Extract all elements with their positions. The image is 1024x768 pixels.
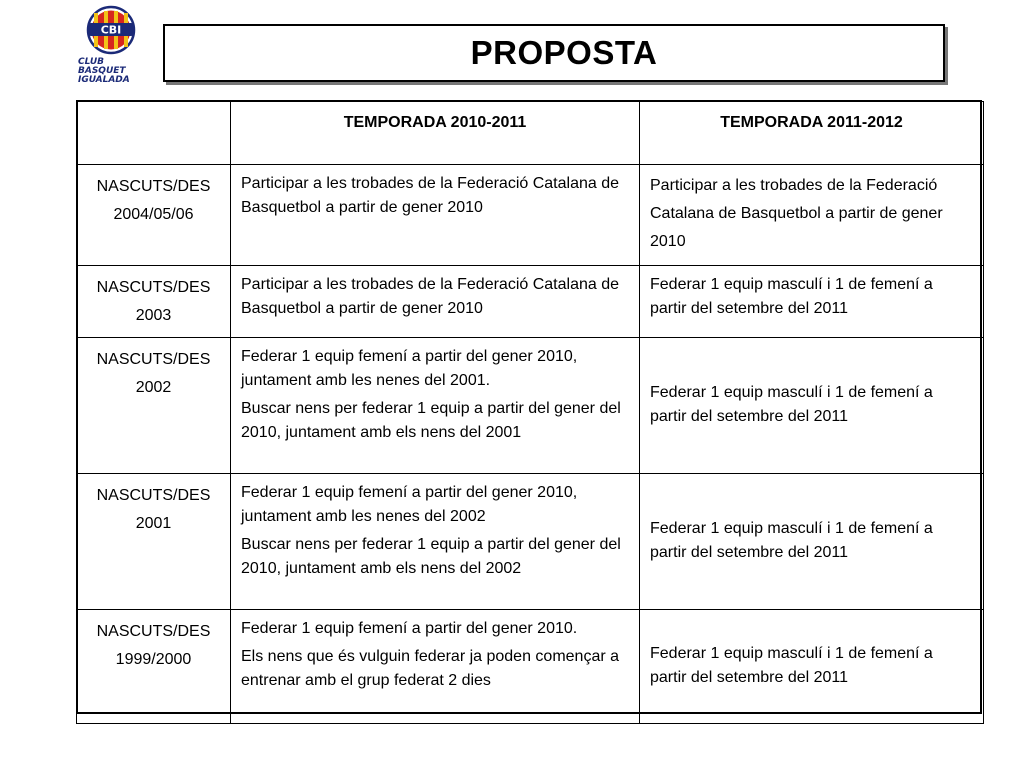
season-2010-2011-cell — [231, 266, 640, 338]
title-box — [163, 24, 945, 82]
cell-paragraph: Participar a les trobades de la Federació Catalana de Basquetbol a partir de gener 2010 — [241, 276, 619, 317]
row-label-cell — [77, 338, 231, 474]
cell-paragraph: Federar 1 equip masculí i 1 de femení a partir del setembre del 2011 — [650, 519, 933, 561]
cell-paragraph: Federar 1 equip masculí i 1 de femení a partir del setembre del 2011 — [650, 383, 933, 425]
cell-paragraph: Els nens que és vulguin federar ja poden començar a entrenar amb el grup federat 2 dies — [241, 648, 620, 689]
season-2010-2011-cell — [231, 165, 640, 266]
row-label-line: NASCUTS/DES — [96, 623, 211, 640]
cell-paragraph: Buscar nens per federar 1 equip a partir del gener del 2010, juntament amb els nens del 2001 — [241, 400, 621, 441]
row-label-line: 2001 — [135, 515, 172, 532]
cell-paragraph: Federar 1 equip femení a partir del gener 2010, juntament amb les nenes del 2002 — [241, 484, 578, 525]
table-row — [77, 610, 984, 724]
logo-initials: CBI — [100, 23, 122, 37]
row-label-line: 2002 — [135, 379, 172, 396]
row-label-cell — [77, 165, 231, 266]
row-label-cell — [77, 610, 231, 724]
row-label-cell — [77, 266, 231, 338]
cell-paragraph: Buscar nens per federar 1 equip a partir del gener del 2010, juntament amb els nens del 2002 — [241, 536, 621, 577]
proposal-table — [76, 100, 984, 724]
row-label-line: NASCUTS/DES — [96, 487, 211, 504]
row-label-line: NASCUTS/DES — [96, 279, 211, 296]
cell-paragraph: Federar 1 equip masculí i 1 de femení a partir del setembre del 2011 — [650, 644, 933, 686]
table-row — [77, 165, 984, 266]
row-label-line: NASCUTS/DES — [96, 351, 211, 368]
table-header-row — [77, 101, 984, 165]
row-label-line: 2003 — [135, 307, 172, 324]
logo-text-line: IGUALADA — [78, 75, 130, 85]
season-2011-2012-cell — [640, 266, 984, 338]
cell-paragraph: Federar 1 equip femení a partir del gener 2010, juntament amb les nenes del 2001. — [241, 348, 578, 389]
header-season-2011-2012: TEMPORADA 2011-2012 — [640, 101, 984, 165]
cell-paragraph: Federar 1 equip femení a partir del gener 2010. — [241, 620, 578, 637]
table-row — [77, 474, 984, 610]
logo-text-line: BASQUET — [78, 66, 126, 76]
header-corner-cell — [77, 101, 231, 165]
header-season-2010-2011: TEMPORADA 2010-2011 — [231, 101, 640, 165]
season-2011-2012-cell — [640, 338, 984, 474]
row-label-line: 1999/2000 — [115, 651, 192, 668]
season-2010-2011-cell — [231, 474, 640, 610]
logo-text — [78, 58, 148, 85]
logo-text-line: CLUB — [78, 57, 105, 67]
table-row — [77, 266, 984, 338]
row-label-line: 2004/05/06 — [113, 206, 194, 223]
cell-paragraph: Federar 1 equip masculí i 1 de femení a partir del setembre del 2011 — [650, 276, 933, 317]
cell-paragraph: Participar a les trobades de la Federació Catalana de Basquetbol a partir de gener 2010 — [241, 175, 619, 216]
season-2011-2012-cell — [640, 474, 984, 610]
season-2010-2011-cell — [231, 338, 640, 474]
row-label-cell — [77, 474, 231, 610]
season-2010-2011-cell — [231, 610, 640, 724]
season-2011-2012-cell — [640, 165, 984, 266]
page-title: PROPOSTA — [470, 34, 658, 71]
cell-paragraph: Participar a les trobades de la Federació Catalana de Basquetbol a partir de gener 2010 — [650, 177, 943, 250]
table-row — [77, 338, 984, 474]
season-2011-2012-cell — [640, 610, 984, 724]
row-label-line: NASCUTS/DES — [96, 178, 211, 195]
